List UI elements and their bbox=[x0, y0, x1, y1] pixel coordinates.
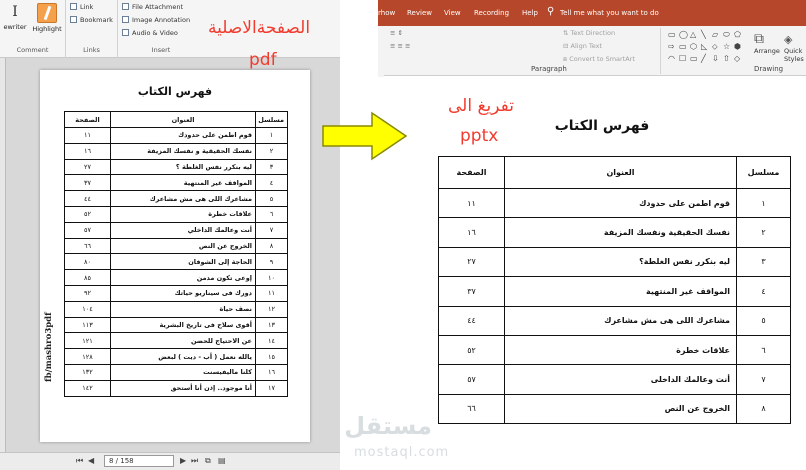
pdf-cell-title: عن الاحتياج للحضن bbox=[111, 333, 256, 349]
paragraph-group-label: Paragraph bbox=[531, 65, 567, 73]
slide-cell-num: ٢ bbox=[737, 218, 791, 247]
slide-cell-title: علاقات خطرة bbox=[505, 335, 737, 364]
slide-cell-title: مشاعرك اللى هى مش مشاعرك bbox=[505, 306, 737, 335]
arrange-icon: ⧉ bbox=[754, 31, 764, 47]
tab-review[interactable]: Review bbox=[407, 9, 432, 17]
pdf-table-row bbox=[65, 285, 288, 301]
link-button[interactable]: Link bbox=[70, 3, 93, 11]
slide-cell-title: الخروج عن النص bbox=[505, 394, 737, 423]
mostaql-logo-latin: mostaql.com bbox=[354, 445, 450, 460]
shape-thumbnail-icon[interactable]: ⬠ bbox=[734, 30, 741, 39]
pdf-cell-num: ٧ bbox=[256, 222, 288, 238]
slide-cell-page: ١٦ bbox=[439, 218, 505, 247]
pdf-cell-num: ١١ bbox=[256, 285, 288, 301]
slide-cell-num: ٥ bbox=[737, 306, 791, 335]
align-text-button[interactable]: ⊟ Align Text bbox=[563, 42, 603, 50]
shape-thumbnail-icon[interactable]: ☆ bbox=[723, 42, 731, 51]
slide-table-row bbox=[439, 365, 791, 394]
links-group-label: Links bbox=[83, 46, 100, 54]
pdf-cell-title: إوعى تكون مدمن bbox=[111, 270, 256, 286]
pdf-page-navigation bbox=[0, 452, 340, 470]
shape-thumbnail-icon[interactable]: ⇧ bbox=[723, 54, 730, 63]
slide-table-row bbox=[439, 277, 791, 306]
pdf-table-row bbox=[65, 222, 288, 238]
pdf-table-row bbox=[65, 301, 288, 317]
links-group bbox=[66, 0, 118, 58]
shape-thumbnail-icon[interactable]: ⬦ bbox=[712, 42, 718, 51]
link-icon bbox=[70, 3, 77, 10]
highlight-button[interactable]: Highlight bbox=[30, 2, 64, 33]
pdf-cell-page: ٨٠ bbox=[65, 254, 111, 270]
pdf-table-row bbox=[65, 206, 288, 222]
tab-help[interactable]: Help bbox=[522, 9, 538, 17]
text-direction-button[interactable]: ⇅ Text Direction bbox=[563, 29, 616, 37]
pdf-cell-page: ١٣٢ bbox=[65, 364, 111, 380]
shape-thumbnail-icon[interactable]: △ bbox=[690, 30, 697, 39]
slide-cell-num: ٣ bbox=[737, 247, 791, 276]
shape-thumbnail-icon[interactable]: ◇ bbox=[734, 54, 741, 63]
slide-cell-title: ليه بنكرر نفس الغلطة؟ bbox=[505, 247, 737, 276]
pdf-cell-num: ١٠ bbox=[256, 270, 288, 286]
shape-thumbnail-icon[interactable]: ⬡ bbox=[690, 42, 697, 51]
slide-header-page: الصفحة bbox=[439, 157, 505, 189]
shape-thumbnail-icon[interactable]: ◯ bbox=[679, 30, 688, 39]
pdf-table-row bbox=[65, 333, 288, 349]
convert-label: تفريغ الى bbox=[448, 96, 514, 116]
pdf-cell-title: مشاعرك اللى هى مش مشاعرك bbox=[111, 191, 256, 207]
pdf-cell-title: علاقات خطرة bbox=[111, 206, 256, 222]
pptx-label: pptx bbox=[460, 126, 499, 146]
shape-thumbnail-icon[interactable]: ⬢ bbox=[734, 42, 741, 51]
original-label: الصفحةالاصلية bbox=[208, 18, 311, 38]
slide-table-row bbox=[439, 189, 791, 218]
pdf-cell-num: ٢ bbox=[256, 143, 288, 159]
pdf-cell-title: الخروج عن النص bbox=[111, 238, 256, 254]
pdf-viewer-window bbox=[0, 0, 340, 470]
pdf-cell-num: ٩ bbox=[256, 254, 288, 270]
slide-header-num: مسلسل bbox=[737, 157, 791, 189]
pdf-index-table bbox=[64, 111, 288, 397]
pdf-page-title: فهرس الكتاب bbox=[137, 85, 213, 98]
pdf-cell-page: ٥٢ bbox=[65, 206, 111, 222]
prev-page-icon[interactable]: ◀ bbox=[88, 456, 95, 465]
slide-cell-num: ٨ bbox=[737, 394, 791, 423]
pdf-header-page: الصفحة bbox=[65, 112, 111, 128]
shape-thumbnail-icon[interactable]: ▭ bbox=[668, 30, 676, 39]
pdf-cell-title: ليه بنكرر نفس الغلطة ؟ bbox=[111, 159, 256, 175]
pdf-cell-page: ١٢٨ bbox=[65, 349, 111, 365]
pdf-cell-num: ٤ bbox=[256, 175, 288, 191]
quick-styles-icon: ◈ bbox=[784, 33, 793, 46]
pdf-cell-num: ١٤ bbox=[256, 333, 288, 349]
pdf-cell-num: ٦ bbox=[256, 206, 288, 222]
pdf-cell-title: قوم اطمن على حدودك bbox=[111, 128, 256, 144]
pdf-cell-page: ١٢١ bbox=[65, 333, 111, 349]
pdf-table-row bbox=[65, 191, 288, 207]
slide-cell-page: ٣٧ bbox=[439, 277, 505, 306]
ppt-window bbox=[378, 0, 806, 470]
pdf-cell-page: ١٦ bbox=[65, 143, 111, 159]
pdf-cell-num: ٣ bbox=[256, 159, 288, 175]
first-page-icon[interactable]: ⏮ bbox=[76, 456, 84, 465]
pdf-table-row bbox=[65, 238, 288, 254]
pdf-cell-num: ١ bbox=[256, 128, 288, 144]
yellow-arrow-icon bbox=[322, 111, 408, 161]
pdf-table-row bbox=[65, 143, 288, 159]
pdf-cell-title: نصف حياة bbox=[111, 301, 256, 317]
insert-group bbox=[118, 0, 204, 58]
slide-header-title: العنوان bbox=[505, 157, 737, 189]
pdf-cell-page: ١٠٤ bbox=[65, 301, 111, 317]
pdf-cell-page: ١٤٢ bbox=[65, 380, 111, 396]
typewriter-button[interactable]: I ewriter bbox=[0, 2, 30, 31]
slide-title[interactable]: فهرس الكتاب bbox=[554, 118, 650, 134]
slide-cell-title: قوم اطمن على حدودك bbox=[505, 189, 737, 218]
slide-table-row bbox=[439, 218, 791, 247]
image-annotation-button[interactable]: Image Annotation bbox=[122, 16, 190, 24]
typewriter-icon: I bbox=[12, 4, 18, 20]
pdf-label: pdf bbox=[249, 50, 277, 70]
slide-cell-page: ٥٢ bbox=[439, 335, 505, 364]
pdf-table-row bbox=[65, 270, 288, 286]
pdf-page bbox=[40, 70, 310, 442]
pdf-table-row bbox=[65, 349, 288, 365]
line-spacing-icon[interactable]: ≡ ⇕ bbox=[390, 29, 403, 37]
next-page-icon[interactable]: ▶ bbox=[180, 456, 187, 465]
pdf-cell-num: ٨ bbox=[256, 238, 288, 254]
copy-page-icon[interactable]: ⧉ bbox=[205, 456, 211, 465]
page-number-input[interactable]: 8 / 158 bbox=[104, 455, 174, 467]
shape-thumbnail-icon[interactable]: ⇨ bbox=[668, 42, 675, 51]
pdf-cell-num: ١٢ bbox=[256, 301, 288, 317]
slide-cell-page: ١١ bbox=[439, 189, 505, 218]
ppt-tab-bar bbox=[378, 0, 806, 26]
comment-group-label: Comment bbox=[16, 46, 49, 54]
shape-thumbnail-icon[interactable]: ╱ bbox=[701, 54, 706, 63]
shape-thumbnail-icon[interactable]: ⬭ bbox=[723, 30, 730, 39]
shape-thumbnail-icon[interactable]: ◠ bbox=[668, 54, 675, 63]
slide-cell-num: ٤ bbox=[737, 277, 791, 306]
align-icons[interactable]: ≡ ≡ ≡ bbox=[390, 42, 411, 50]
pdf-table-row bbox=[65, 364, 288, 380]
pdf-table-row bbox=[65, 254, 288, 270]
pdf-header-title: العنوان bbox=[111, 112, 256, 128]
pdf-cell-title: أنت وعالمك الداخلي bbox=[111, 222, 256, 238]
shape-thumbnail-icon[interactable]: ◺ bbox=[701, 42, 708, 51]
slide-cell-page: ٦٦ bbox=[439, 394, 505, 423]
slide-cell-page: ٢٧ bbox=[439, 247, 505, 276]
pdf-cell-num: ١٦ bbox=[256, 364, 288, 380]
pdf-cell-page: ١١٣ bbox=[65, 317, 111, 333]
slide-cell-num: ٧ bbox=[737, 365, 791, 394]
slide-table-row bbox=[439, 306, 791, 335]
image-annotation-icon bbox=[122, 16, 129, 23]
pdf-cell-page: ٨٥ bbox=[65, 270, 111, 286]
tab-view[interactable]: View bbox=[444, 9, 461, 17]
mostaql-logo bbox=[330, 410, 480, 470]
pdf-cell-page: ١١ bbox=[65, 128, 111, 144]
quick-styles-button[interactable]: Quick Styles bbox=[784, 47, 804, 63]
pdf-cell-page: ٢٧ bbox=[65, 159, 111, 175]
pdf-side-panel[interactable] bbox=[0, 58, 6, 470]
slide-cell-title: أنت وعالمك الداخلى bbox=[505, 365, 737, 394]
tab-slideshow[interactable]: rhow bbox=[378, 9, 396, 17]
slide-cell-num: ١ bbox=[737, 189, 791, 218]
pdf-cell-title: نفسك الحقيقية و نفسك المزيفة bbox=[111, 143, 256, 159]
pdf-cell-title: أنا موجود.. إذن أنا أستحق bbox=[111, 380, 256, 396]
pdf-cell-num: ١٣ bbox=[256, 317, 288, 333]
pdf-cell-title: الحاجة إلى الشوفان bbox=[111, 254, 256, 270]
pdf-cell-num: ١٥ bbox=[256, 349, 288, 365]
arrange-button[interactable]: Arrange bbox=[754, 47, 780, 55]
mostaql-logo-arabic: مستقل bbox=[344, 412, 432, 440]
bookmark-button[interactable]: Bookmark bbox=[70, 16, 113, 24]
pdf-cell-page: ٩٢ bbox=[65, 285, 111, 301]
pdf-cell-title: أقوى سلاح فى تاريخ البشرية bbox=[111, 317, 256, 333]
audio-video-icon bbox=[122, 29, 129, 36]
shape-thumbnail-icon[interactable]: ▱ bbox=[712, 30, 719, 39]
view-mode-icon[interactable]: ▤ bbox=[218, 456, 226, 465]
tab-recording[interactable]: Recording bbox=[474, 9, 510, 17]
shape-thumbnail-icon[interactable]: ╲ bbox=[701, 30, 706, 39]
audio-video-button[interactable]: Audio & Video bbox=[122, 29, 178, 37]
convert-smartart-button[interactable]: ⧈ Convert to SmartArt bbox=[563, 55, 635, 63]
slide-index-table[interactable] bbox=[438, 156, 791, 424]
ppt-ribbon bbox=[378, 26, 806, 76]
pdf-cell-title: يالله نعمل ( أب - ديت ) لبعض bbox=[111, 349, 256, 365]
highlight-icon bbox=[37, 3, 57, 23]
file-attachment-icon bbox=[122, 3, 129, 10]
slide-cell-num: ٦ bbox=[737, 335, 791, 364]
pdf-cell-page: ٣٧ bbox=[65, 175, 111, 191]
pdf-cell-page: ٥٧ bbox=[65, 222, 111, 238]
slide-cell-title: المواقف غير المنتهية bbox=[505, 277, 737, 306]
slide-cell-page: ٤٤ bbox=[439, 306, 505, 335]
lightbulb-icon: ⚲ bbox=[547, 6, 555, 17]
ribbon-separator bbox=[660, 28, 661, 74]
insert-group-label: Insert bbox=[151, 46, 171, 54]
file-attachment-button[interactable]: File Attachment bbox=[122, 3, 183, 11]
pdf-table-row bbox=[65, 175, 288, 191]
drawing-group-label: Drawing bbox=[754, 65, 784, 73]
pdf-table-row bbox=[65, 317, 288, 333]
pdf-cell-title: كلنا ماليفيسنت bbox=[111, 364, 256, 380]
tell-me-search[interactable]: Tell me what you want to do bbox=[560, 9, 659, 17]
pdf-header-num: مسلسل bbox=[256, 112, 288, 128]
shape-thumbnail-icon[interactable]: ⇩ bbox=[712, 54, 719, 63]
slide-table-row bbox=[439, 335, 791, 364]
comment-group bbox=[0, 0, 66, 58]
bookmark-icon bbox=[70, 16, 77, 23]
pdf-cell-page: ٤٤ bbox=[65, 191, 111, 207]
pdf-cell-num: ٥ bbox=[256, 191, 288, 207]
pdf-table-row bbox=[65, 159, 288, 175]
shape-thumbnail-icon[interactable]: ☐ bbox=[679, 54, 687, 63]
slide-cell-title: نفسك الحقيقية ونفسك المزيفة bbox=[505, 218, 737, 247]
last-page-icon[interactable]: ⏭ bbox=[191, 456, 199, 465]
shape-thumbnail-icon[interactable]: ▭ bbox=[690, 54, 698, 63]
pdf-cell-title: دورك فى سيناريو حياتك bbox=[111, 285, 256, 301]
slide-cell-page: ٥٧ bbox=[439, 365, 505, 394]
slide-table-row bbox=[439, 247, 791, 276]
pdf-cell-title: المواقف غير المنتهية bbox=[111, 175, 256, 191]
pdf-cell-page: ٦٦ bbox=[65, 238, 111, 254]
pdf-cell-num: ١٧ bbox=[256, 380, 288, 396]
pdf-table-row bbox=[65, 128, 288, 144]
shape-thumbnail-icon[interactable]: ▭ bbox=[679, 42, 687, 51]
slide-table-row bbox=[439, 394, 791, 423]
pdf-table-row bbox=[65, 380, 288, 396]
pdf-watermark: fb/mashro3pdf bbox=[44, 312, 54, 382]
